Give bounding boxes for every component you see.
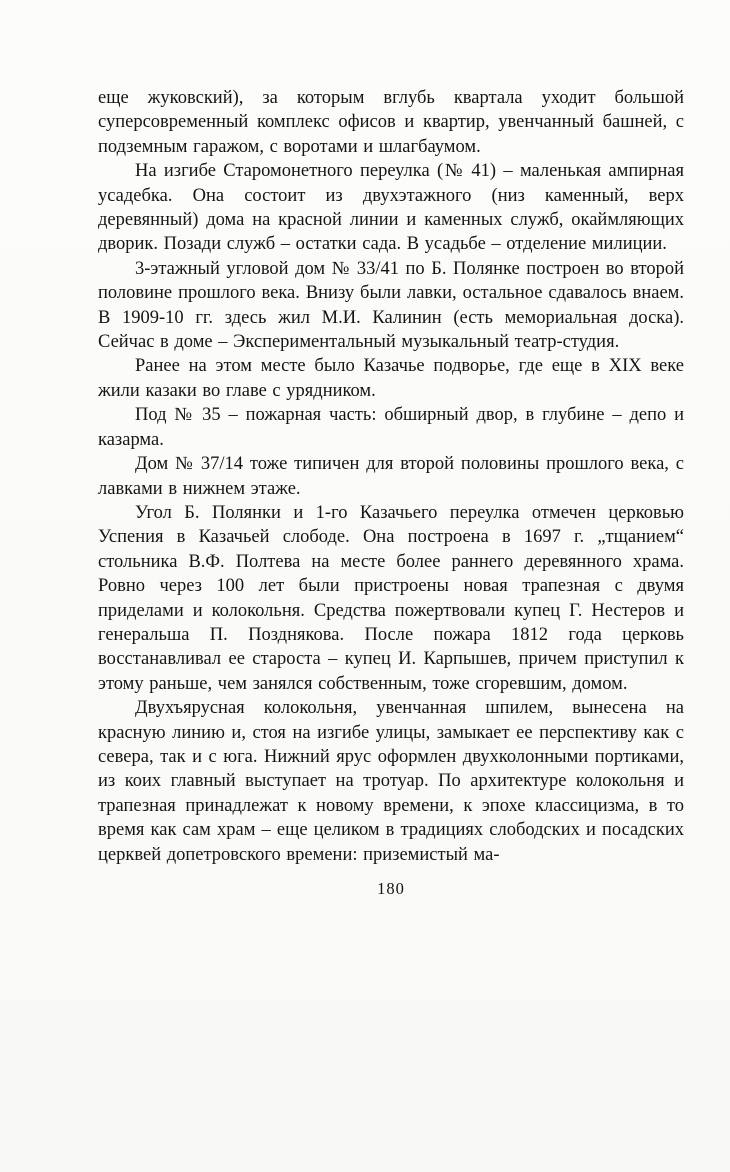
paragraph: Угол Б. Полянки и 1-го Казачьего переулка отмечен церковью Успения в Казачьей слободе. Она построена в 1697 г. „тщанием“ стольника В.Ф. Полтева на месте более раннего деревянного храма. Ровно через 100 лет были пристроены новая трапезная с двумя приделами и колокольня. Средства пожертвовали купец Г. Нестеров и генеральша П. Позднякова. После пожара 1812 года церковь восстанавливал ее староста – купец И. Карпышев, причем приступил к этому раньше, чем занялся собственным, тоже сгоревшим, домом. <box>98 502 684 694</box>
paragraph: Двухъярусная колокольня, увенчанная шпилем, вынесена на красную линию и, стоя на изгибе улицы, замыкает ее перспективу как с севера, так и с юга. Нижний ярус оформлен двухколонными портиками, из коих главный выступает на тротуар. По архитектуре колокольня и трапезная принадлежат к новому времени, к эпохе классицизма, в то время как сам храм – еще целиком в традициях слободских и посадских церквей допетровского времени: приземистый ма- <box>98 698 684 865</box>
paragraph: Под № 35 – пожарная часть: обширный двор, в глубине – депо и казарма. <box>98 405 684 450</box>
text-block <box>98 86 684 867</box>
page-number: 180 <box>377 879 405 898</box>
paragraph: На изгибе Старомонетного переулка (№ 41) – маленькая ампирная усадебка. Она состоит из двухэтажного (низ каменный, верх деревянный) дома на красной линии и каменных служб, окаймляющих дворик. Позади служб – остатки сада. В усадьбе – отделение милиции. <box>98 161 684 255</box>
paragraph: еще жуковский), за которым вглубь квартала уходит большой суперсовременный комплекс офисов и квартир, увенчанный башней, с подземным гаражом, с воротами и шлагбаумом. <box>98 88 684 157</box>
paragraph: 3-этажный угловой дом № 33/41 по Б. Полянке построен во второй половине прошлого века. Внизу были лавки, остальное сдавалось внаем. В 1909-10 гг. здесь жил М.И. Калинин (есть мемориальная доска). Сейчас в доме – Экспериментальный музыкальный театр-студия. <box>98 258 684 353</box>
paragraph: Дом № 37/14 тоже типичен для второй половины прошлого века, с лавками в нижнем этаже. <box>98 454 684 499</box>
paragraph: Ранее на этом месте было Казачье подворье, где еще в XIX веке жили казаки во главе с урядником. <box>98 356 684 401</box>
